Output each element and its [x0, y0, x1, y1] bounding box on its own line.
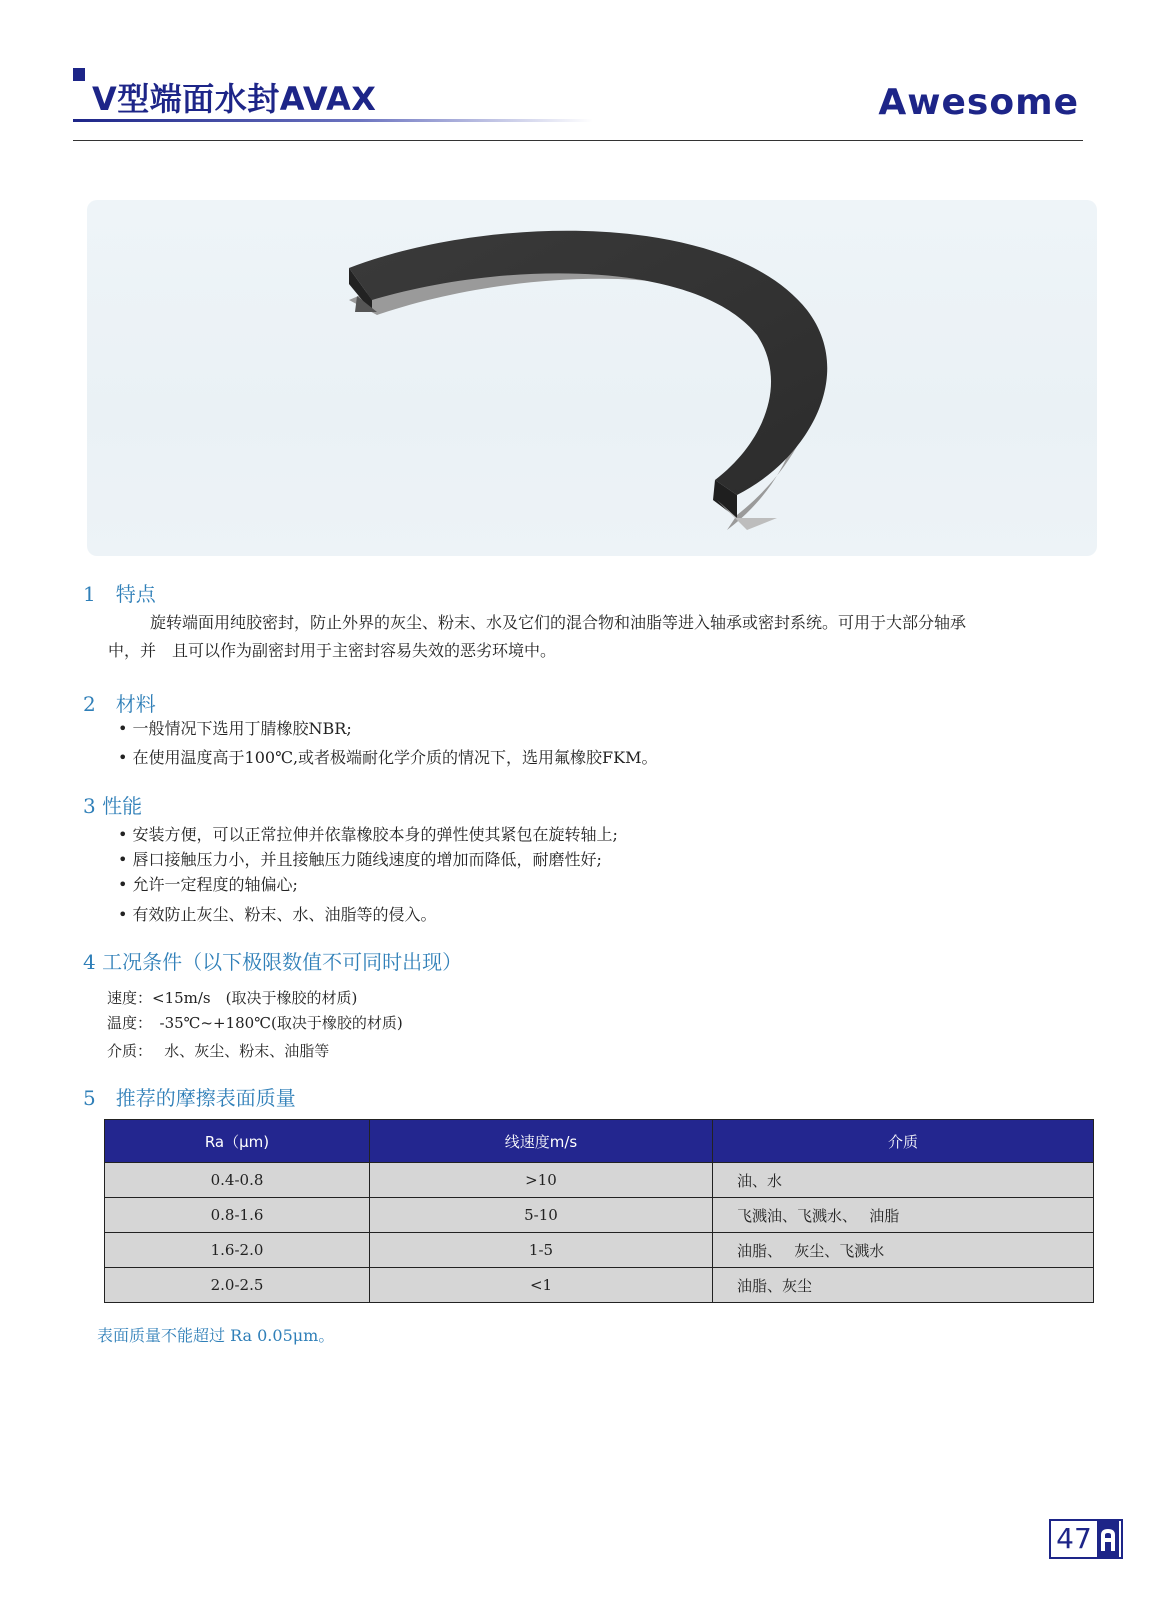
cell-medium: 油脂、灰尘 — [713, 1268, 1094, 1303]
surface-quality-footnote: 表面质量不能超过 Ra 0.05μm。 — [97, 1326, 335, 1345]
cell-medium: 油脂、 灰尘、飞溅水 — [713, 1233, 1094, 1268]
features-paragraph-line2: 中，并 且可以作为副密封用于主密封容易失效的恶劣环境中。 — [108, 641, 557, 660]
cell-speed: 5-10 — [370, 1198, 713, 1233]
performance-bullet: • 允许一定程度的轴偏心; — [118, 875, 298, 894]
cell-medium: 飞溅油、飞溅水、 油脂 — [713, 1198, 1094, 1233]
table-row — [105, 1163, 1094, 1198]
cell-ra: 2.0-2.5 — [105, 1268, 370, 1303]
cell-speed: 1-5 — [370, 1233, 713, 1268]
performance-bullet: • 有效防止灰尘、粉末、水、油脂等的侵入。 — [118, 905, 437, 924]
table-row — [105, 1233, 1094, 1268]
table-row — [105, 1198, 1094, 1233]
cell-speed: <1 — [370, 1268, 713, 1303]
brand-logo-text: Awesome — [878, 82, 1079, 123]
table-header-row — [105, 1120, 1094, 1163]
product-photo — [87, 200, 1097, 556]
section-heading-operating-conditions: 4 工况条件（以下极限数值不可同时出现） — [83, 950, 463, 974]
cell-ra: 0.4-0.8 — [105, 1163, 370, 1198]
section-heading-material: 2 材料 — [83, 692, 156, 716]
table-row — [105, 1268, 1094, 1303]
cell-medium: 油、水 — [713, 1163, 1094, 1198]
section-heading-surface-quality: 5 推荐的摩擦表面质量 — [83, 1086, 296, 1110]
page-number: 47 — [1056, 1522, 1092, 1555]
column-header-medium: 介质 — [713, 1120, 1094, 1163]
material-bullet: • 在使用温度高于100℃,或者极端耐化学介质的情况下，选用氟橡胶FKM。 — [118, 748, 658, 767]
material-bullet: • 一般情况下选用丁腈橡胶NBR; — [118, 719, 352, 738]
page-number-badge — [1049, 1519, 1123, 1559]
page-title: V型端面水封AVAX — [92, 80, 377, 118]
section-heading-features: 1 特点 — [83, 582, 156, 606]
cell-ra: 1.6-2.0 — [105, 1233, 370, 1268]
brand-a-icon — [1097, 1521, 1119, 1557]
surface-quality-table — [104, 1119, 1094, 1303]
condition-medium: 介质： 水、灰尘、粉末、油脂等 — [107, 1042, 330, 1060]
header-square-mark — [73, 68, 85, 81]
condition-temperature: 温度： -35℃~+180℃(取决于橡胶的材质) — [107, 1014, 403, 1032]
v-ring-seal-illustration — [87, 200, 1097, 556]
features-paragraph-line1: 旋转端面用纯胶密封，防止外界的灰尘、粉末、水及它们的混合物和油脂等进入轴承或密封系统。可用于大部分轴承 — [150, 613, 967, 632]
performance-bullet: • 唇口接触压力小，并且接触压力随线速度的增加而降低，耐磨性好; — [118, 850, 602, 869]
cell-ra: 0.8-1.6 — [105, 1198, 370, 1233]
column-header-ra: Ra（μm) — [105, 1120, 370, 1163]
column-header-speed: 线速度m/s — [370, 1120, 713, 1163]
section-heading-performance: 3 性能 — [83, 794, 143, 818]
title-underline — [73, 119, 593, 122]
cell-speed: >10 — [370, 1163, 713, 1198]
header-divider — [73, 140, 1083, 141]
condition-speed: 速度：<15m/s (取决于橡胶的材质) — [107, 989, 358, 1007]
performance-bullet: • 安装方便，可以正常拉伸并依靠橡胶本身的弹性使其紧包在旋转轴上; — [118, 825, 618, 844]
